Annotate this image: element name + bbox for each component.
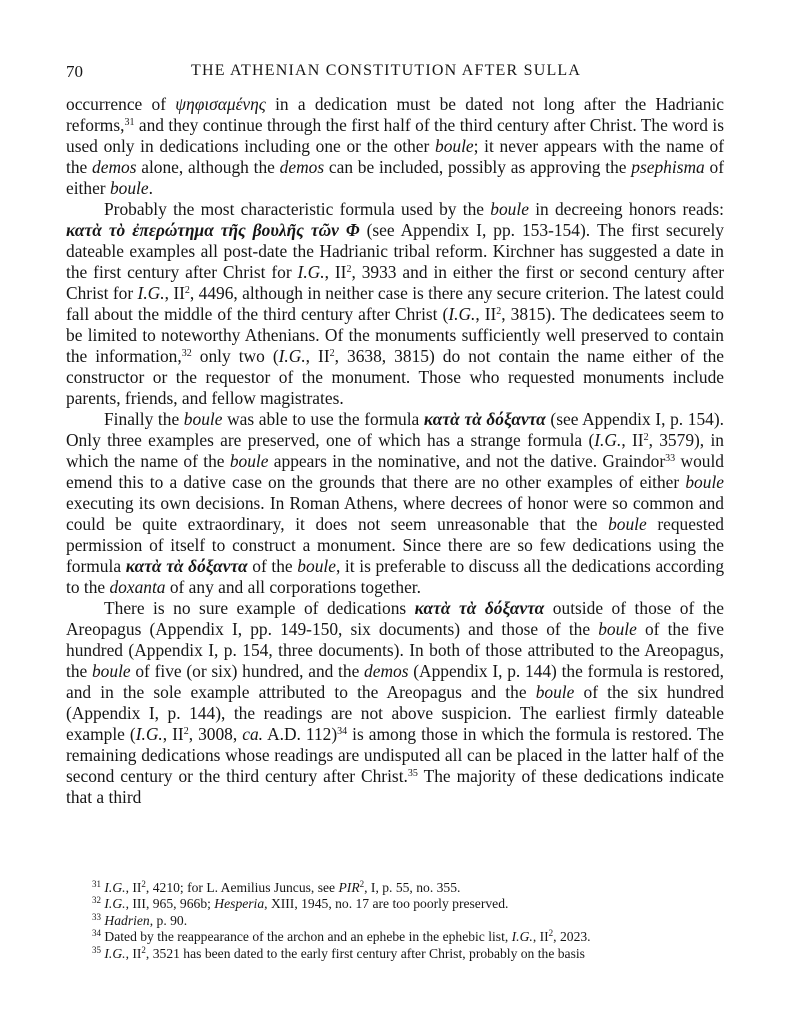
greek-term: ψηφισαμένης (175, 94, 266, 114)
paragraph-2: Probably the most characteristic formula used by the boule in decreeing honors reads: κατὰ τὸ ἐπερώτημα τῆς βουλῆς τῶν Φ (see Appendix I, pp. 153-154). The first securely dateable examples all post-date the Hadrianic tribal reform. Kirchner has suggested a date in the first century after Christ for I.G., $II^2$, 3933 and in either the first or second century after Christ for I.G., $II^2$, 4496, although in neither case is there any secure criterion. The latest could fall about the middle of the third century after Christ (I.G., $II^2$, 3815). The dedicatees seem to be limited to noteworthy Athenians. Of the monuments sufficiently well preserved to contain the information,$^{32}$ only two (I.G., $II^2$, 3638, 3815) do not contain the name either of the constructor or the requestor of the monument. Those who requested monuments include parents, friends, and fellow magistrates. (66, 199, 725, 408)
footnote-ref: 32 (181, 348, 192, 359)
footnote-ref: 33 (665, 453, 676, 464)
page-number: 70 (66, 62, 83, 81)
running-header (66, 62, 724, 84)
footnote-32: $^{32}$ I.G., III, 965, 966b; Hesperia, XIII, 1945, no. 17 are too poorly preserved. (92, 895, 509, 912)
greek-formula: κατὰ τὰ δόξαντα (125, 556, 248, 576)
paragraph-1: occurrence of ψηφισαμένης in a dedication must be dated not long after the Hadrianic reforms,$^{31}$ and they continue through the first half of the third century after Christ. The word is used only in dedications including one or the other boule; it never appears with the name of the demos alone, although the demos can be included, possibly as approving the psephisma of either boule. (66, 94, 724, 198)
footnote-33: $^{33}$ Hadrien, p. 90. (92, 911, 188, 928)
footnote-ref: 35 (407, 768, 418, 779)
greek-formula: κατὰ τὸ ἐπερώτημα τῆς βουλῆς τῶν Φ (66, 220, 360, 240)
paragraph-4: There is no sure example of dedications κατὰ τὰ δόξαντα outside of those of the Areopagus (Appendix I, pp. 149-150, six documents) and those of the boule of the five hundred (Appendix I, p. 154, three documents). In both of those attributed to the Areopagus, the boule of five (or six) hundred, and the demos (Appendix I, p. 144) the formula is restored, and in the sole example attributed to the Areopagus and the boule of the six hundred (Appendix I, p. 144), the readings are not above suspicion. The earliest firmly dateable example (I.G., $II^2$, 3008, ca. A.D. 112)$^{34}$ is among those in which the formula is restored. The remaining dedications whose readings are undisputed all can be placed in the latter half of the second century or the third century after Christ.$^{35}$ The majority of these dedications indicate that a third (66, 598, 725, 807)
footnote-31: $^{31}$ I.G., $II^2$, 4210; for L. Aemilius Juncus, see PIR$^2$, I, p. 55, no. 355. (92, 879, 461, 895)
greek-formula: κατὰ τὰ δόξαντα (423, 409, 546, 429)
footnote-35: $^{35}$ I.G., $II^2$, 3521 has been dated to the early first century after Christ, probably on the basis (92, 944, 585, 961)
footnote-ref: 34 (337, 726, 348, 737)
footnote-ref: 31 (124, 117, 135, 128)
footnote-34: $^{34}$ Dated by the reappearance of the archon and an ephebe in the ephebic list, I.G., $II^2$, 2023. (92, 928, 591, 945)
footnotes (92, 880, 724, 962)
paragraph-3: Finally the boule was able to use the formula κατὰ τὰ δόξαντα (see Appendix I, p. 154). Only three examples are preserved, one of which has a strange formula (I.G., $II^2$, 3579), in which the name of the boule appears in the nominative, and not the dative. Graindor$^{33}$ would emend this to a dative case on the grounds that there are no other examples of either boule executing its own decisions. In Roman Athens, where decrees of honor were so common and could be quite extraordinary, it does not seem unreasonable that the boule requested permission of itself to construct a monument. Since there are so few dedications using the formula κατὰ τὰ δόξαντα of the boule, it is preferable to discuss all the dedications according to the doxanta of any and all corporations together. (66, 409, 725, 597)
greek-formula: κατὰ τὰ δόξαντα (414, 598, 545, 618)
body-text (66, 94, 724, 808)
running-title: THE ATHENIAN CONSTITUTION AFTER SULLA (191, 62, 582, 79)
